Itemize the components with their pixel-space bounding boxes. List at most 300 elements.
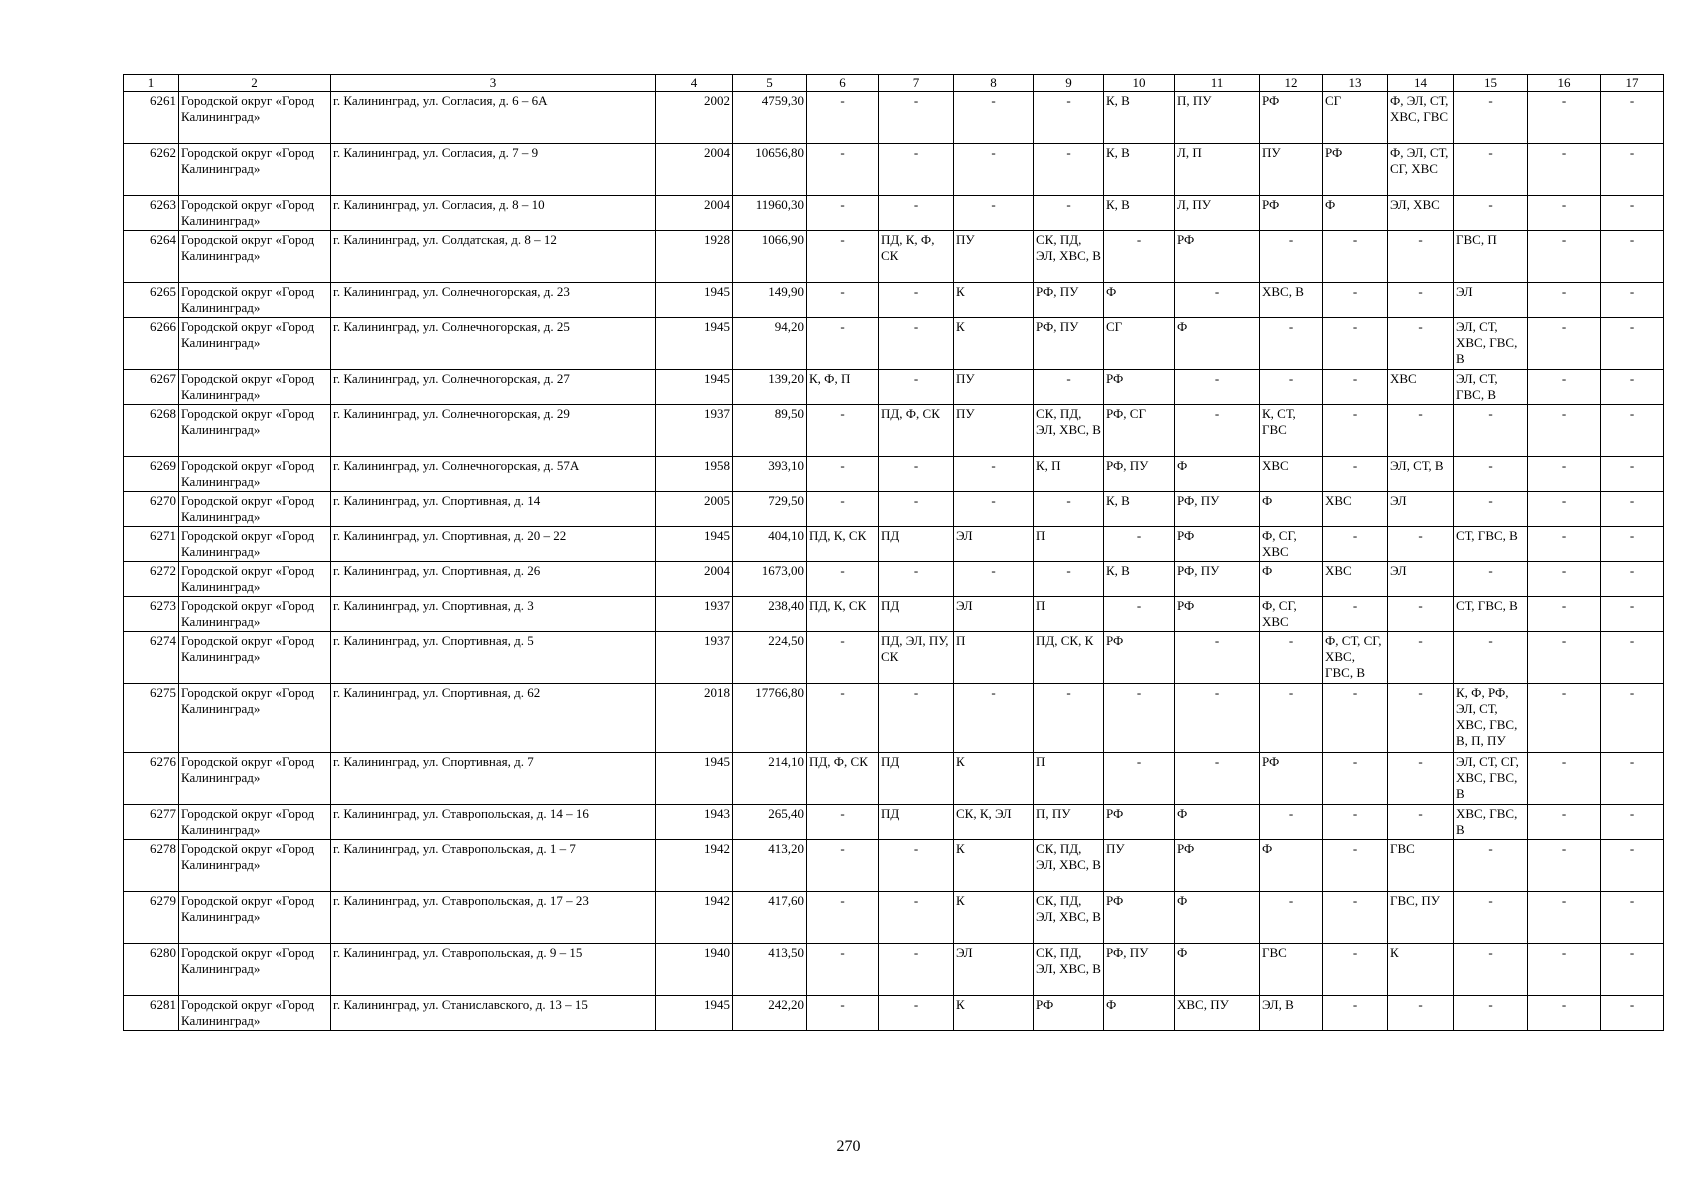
code-cell: РФ, ПУ [1175,562,1260,597]
code-cell: - [1323,996,1388,1031]
table-row [124,318,1664,370]
code-cell: - [1454,996,1528,1031]
year-cell: 1945 [656,318,733,370]
area-value-cell: 94,20 [733,318,807,370]
code-cell: Ф [1260,562,1323,597]
code-cell: - [879,684,954,753]
code-cell: - [1260,805,1323,840]
code-cell: Ф [1104,283,1175,318]
row-number-cell: 6262 [124,144,179,196]
row-number-cell: 6268 [124,405,179,457]
code-cell: - [954,92,1034,144]
year-cell: 1937 [656,597,733,632]
row-number-cell: 6261 [124,92,179,144]
code-cell: ПД, Ф, СК [807,753,879,805]
table-row [124,92,1664,144]
code-cell: - [1388,597,1454,632]
code-cell: - [1260,684,1323,753]
code-cell: - [807,684,879,753]
municipality-cell: Городской округ «Город Калининград» [179,805,331,840]
code-cell: - [1388,753,1454,805]
area-value-cell: 265,40 [733,805,807,840]
address-cell: г. Калининград, ул. Ставропольская, д. 17 – 23 [331,892,656,944]
code-cell: - [1323,840,1388,892]
page-number: 270 [836,1138,861,1155]
code-cell: ПУ [1104,840,1175,892]
code-cell: Ф, СГ, ХВС [1260,527,1323,562]
code-cell: - [1601,805,1664,840]
code-cell: - [1528,405,1601,457]
table-row [124,684,1664,753]
code-cell: ГВС [1388,840,1454,892]
code-cell: Л, ПУ [1175,196,1260,231]
registry-sheet [123,74,1663,1031]
code-cell: ПД, К, СК [807,527,879,562]
code-cell: - [1528,318,1601,370]
address-cell: г. Калининград, ул. Спортивная, д. 62 [331,684,656,753]
code-cell: ПД, К, Ф, СК [879,231,954,283]
registry-table [123,74,1664,1031]
code-cell: ГВС, ПУ [1388,892,1454,944]
code-cell: К [954,892,1034,944]
code-cell: К, В [1104,196,1175,231]
column-header: 9 [1034,75,1104,92]
code-cell: - [1323,231,1388,283]
address-cell: г. Калининград, ул. Ставропольская, д. 1 – 7 [331,840,656,892]
row-number-cell: 6273 [124,597,179,632]
code-cell: ЭЛ [1388,562,1454,597]
table-header [124,75,1664,92]
code-cell: - [807,562,879,597]
row-number-cell: 6281 [124,996,179,1031]
code-cell: СК, ПД, ЭЛ, ХВС, В [1034,892,1104,944]
code-cell: - [879,996,954,1031]
address-cell: г. Калининград, ул. Спортивная, д. 7 [331,753,656,805]
row-number-cell: 6280 [124,944,179,996]
code-cell: П, ПУ [1175,92,1260,144]
code-cell: Ф [1260,492,1323,527]
code-cell: - [1454,892,1528,944]
code-cell: Ф [1104,996,1175,1031]
row-number-cell: 6277 [124,805,179,840]
column-header: 1 [124,75,179,92]
code-cell: ПД [879,527,954,562]
address-cell: г. Калининград, ул. Солнечногорская, д. 27 [331,370,656,405]
row-number-cell: 6279 [124,892,179,944]
code-cell: - [1175,632,1260,684]
address-cell: г. Калининград, ул. Согласия, д. 8 – 10 [331,196,656,231]
code-cell: - [1601,283,1664,318]
code-cell: Ф, ЭЛ, СТ, СГ, ХВС [1388,144,1454,196]
year-cell: 1945 [656,996,733,1031]
table-row [124,597,1664,632]
code-cell: ПД [879,597,954,632]
code-cell: - [1601,527,1664,562]
municipality-cell: Городской округ «Город Калининград» [179,527,331,562]
code-cell: - [1601,196,1664,231]
code-cell: - [807,196,879,231]
code-cell: - [1104,684,1175,753]
year-cell: 1942 [656,892,733,944]
table-row [124,370,1664,405]
code-cell: РФ [1260,753,1323,805]
code-cell: - [1388,805,1454,840]
code-cell: - [954,492,1034,527]
code-cell: ПД, К, СК [807,597,879,632]
column-header: 4 [656,75,733,92]
table-row [124,283,1664,318]
code-cell: РФ [1104,370,1175,405]
code-cell: - [807,944,879,996]
code-cell: - [1323,753,1388,805]
code-cell: РФ [1175,231,1260,283]
code-cell: - [807,144,879,196]
table-row [124,527,1664,562]
municipality-cell: Городской округ «Город Калининград» [179,753,331,805]
code-cell: - [807,318,879,370]
code-cell: - [1528,753,1601,805]
code-cell: - [807,457,879,492]
code-cell: - [1528,492,1601,527]
code-cell: - [954,457,1034,492]
row-number-cell: 6272 [124,562,179,597]
code-cell: ЭЛ, СТ, ГВС, В [1454,370,1528,405]
code-cell: П [1034,527,1104,562]
code-cell: ЭЛ, СТ, СГ, ХВС, ГВС, В [1454,753,1528,805]
year-cell: 2018 [656,684,733,753]
code-cell: - [1260,370,1323,405]
code-cell: - [1034,144,1104,196]
table-row [124,144,1664,196]
code-cell: - [1454,196,1528,231]
code-cell: - [1260,231,1323,283]
row-number-cell: 6265 [124,283,179,318]
table-row [124,492,1664,527]
code-cell: - [1528,597,1601,632]
code-cell: - [807,996,879,1031]
code-cell: - [1454,144,1528,196]
year-cell: 1928 [656,231,733,283]
year-cell: 1937 [656,632,733,684]
year-cell: 1945 [656,370,733,405]
code-cell: - [1323,597,1388,632]
code-cell: П [1034,753,1104,805]
year-cell: 2002 [656,92,733,144]
code-cell: - [1528,527,1601,562]
code-cell: - [1601,892,1664,944]
area-value-cell: 17766,80 [733,684,807,753]
code-cell: К [954,840,1034,892]
code-cell: - [1034,92,1104,144]
code-cell: - [1528,944,1601,996]
code-cell: - [1528,370,1601,405]
code-cell: - [1175,753,1260,805]
table-body [124,92,1664,1031]
code-cell: ЭЛ [954,944,1034,996]
code-cell: - [1175,684,1260,753]
row-number-cell: 6271 [124,527,179,562]
address-cell: г. Калининград, ул. Солнечногорская, д. 23 [331,283,656,318]
code-cell: РФ [1323,144,1388,196]
code-cell: - [1528,562,1601,597]
code-cell: - [1034,684,1104,753]
code-cell: Ф [1260,840,1323,892]
table-row [124,196,1664,231]
code-cell: П [1034,597,1104,632]
code-cell: - [1601,562,1664,597]
code-cell: - [879,370,954,405]
code-cell: - [879,144,954,196]
column-header: 2 [179,75,331,92]
code-cell: - [954,144,1034,196]
code-cell: - [954,684,1034,753]
year-cell: 2004 [656,196,733,231]
code-cell: - [1528,684,1601,753]
municipality-cell: Городской округ «Город Калининград» [179,144,331,196]
municipality-cell: Городской округ «Город Калининград» [179,405,331,457]
code-cell: - [1323,805,1388,840]
area-value-cell: 1066,90 [733,231,807,283]
code-cell: - [1528,196,1601,231]
code-cell: ХВС, ПУ [1175,996,1260,1031]
area-value-cell: 4759,30 [733,92,807,144]
code-cell: - [1601,370,1664,405]
code-cell: - [1323,684,1388,753]
code-cell: К [954,318,1034,370]
code-cell: РФ [1260,196,1323,231]
code-cell: РФ [1104,805,1175,840]
code-cell: - [807,492,879,527]
code-cell: СГ [1323,92,1388,144]
code-cell: - [1323,457,1388,492]
code-cell: - [1104,753,1175,805]
address-cell: г. Калининград, ул. Согласия, д. 6 – 6А [331,92,656,144]
code-cell: - [807,840,879,892]
code-cell: К, В [1104,562,1175,597]
code-cell: - [807,283,879,318]
code-cell: - [1601,231,1664,283]
code-cell: Ф [1323,196,1388,231]
code-cell: - [1528,805,1601,840]
code-cell: - [1601,457,1664,492]
code-cell: - [1454,457,1528,492]
code-cell: - [879,562,954,597]
code-cell: К [954,283,1034,318]
column-header: 10 [1104,75,1175,92]
code-cell: ЭЛ, СТ, В [1388,457,1454,492]
code-cell: - [1104,231,1175,283]
code-cell: - [1601,92,1664,144]
code-cell: - [1528,457,1601,492]
code-cell: К, Ф, РФ, ЭЛ, СТ, ХВС, ГВС, В, П, ПУ [1454,684,1528,753]
code-cell: СК, ПД, ЭЛ, ХВС, В [1034,944,1104,996]
code-cell: СК, ПД, ЭЛ, ХВС, В [1034,840,1104,892]
row-number-cell: 6275 [124,684,179,753]
municipality-cell: Городской округ «Город Калининград» [179,457,331,492]
area-value-cell: 729,50 [733,492,807,527]
address-cell: г. Калининград, ул. Спортивная, д. 20 – 22 [331,527,656,562]
year-cell: 1940 [656,944,733,996]
row-number-cell: 6263 [124,196,179,231]
code-cell: - [879,944,954,996]
area-value-cell: 242,20 [733,996,807,1031]
code-cell: ПУ [1260,144,1323,196]
code-cell: ХВС, ГВС, В [1454,805,1528,840]
code-cell: - [1601,684,1664,753]
row-number-cell: 6267 [124,370,179,405]
table-row [124,753,1664,805]
code-cell: Ф [1175,805,1260,840]
address-cell: г. Калининград, ул. Спортивная, д. 3 [331,597,656,632]
row-number-cell: 6269 [124,457,179,492]
code-cell: Ф, СГ, ХВС [1260,597,1323,632]
code-cell: - [1388,684,1454,753]
code-cell: ХВС [1388,370,1454,405]
address-cell: г. Калининград, ул. Солнечногорская, д. 29 [331,405,656,457]
row-number-cell: 6278 [124,840,179,892]
code-cell: ПУ [954,405,1034,457]
area-value-cell: 224,50 [733,632,807,684]
area-value-cell: 11960,30 [733,196,807,231]
address-cell: г. Калининград, ул. Ставропольская, д. 9 – 15 [331,944,656,996]
table-row [124,405,1664,457]
column-header: 17 [1601,75,1664,92]
code-cell: РФ, ПУ [1034,318,1104,370]
code-cell: - [807,892,879,944]
area-value-cell: 413,20 [733,840,807,892]
address-cell: г. Калининград, ул. Ставропольская, д. 14 – 16 [331,805,656,840]
code-cell: - [1601,944,1664,996]
column-header: 8 [954,75,1034,92]
code-cell: - [879,492,954,527]
table-row [124,632,1664,684]
code-cell: - [879,196,954,231]
code-cell: СК, К, ЭЛ [954,805,1034,840]
code-cell: - [1034,492,1104,527]
header-row [124,75,1664,92]
code-cell: РФ [1175,527,1260,562]
address-cell: г. Калининград, ул. Станиславского, д. 13 – 15 [331,996,656,1031]
code-cell: - [1388,996,1454,1031]
code-cell: Ф, СТ, СГ, ХВС, ГВС, В [1323,632,1388,684]
code-cell: - [1454,944,1528,996]
code-cell: - [1175,405,1260,457]
municipality-cell: Городской округ «Город Калининград» [179,840,331,892]
address-cell: г. Калининград, ул. Согласия, д. 7 – 9 [331,144,656,196]
code-cell: ЭЛ, ХВС [1388,196,1454,231]
area-value-cell: 1673,00 [733,562,807,597]
code-cell: Ф [1175,457,1260,492]
row-number-cell: 6276 [124,753,179,805]
code-cell: Ф [1175,944,1260,996]
code-cell: К [1388,944,1454,996]
code-cell: ПУ [954,231,1034,283]
code-cell: ПУ [954,370,1034,405]
code-cell: ХВС [1260,457,1323,492]
code-cell: - [1454,632,1528,684]
area-value-cell: 238,40 [733,597,807,632]
code-cell: - [1454,840,1528,892]
code-cell: ЭЛ [1388,492,1454,527]
code-cell: - [807,405,879,457]
code-cell: - [879,457,954,492]
table-row [124,996,1664,1031]
code-cell: - [1388,632,1454,684]
code-cell: - [1601,318,1664,370]
column-header: 5 [733,75,807,92]
code-cell: ЭЛ, СТ, ХВС, ГВС, В [1454,318,1528,370]
code-cell: П, ПУ [1034,805,1104,840]
column-header: 16 [1528,75,1601,92]
code-cell: РФ, ПУ [1175,492,1260,527]
municipality-cell: Городской округ «Город Калининград» [179,562,331,597]
area-value-cell: 413,50 [733,944,807,996]
year-cell: 2005 [656,492,733,527]
address-cell: г. Калининград, ул. Солнечногорская, д. 25 [331,318,656,370]
address-cell: г. Калининград, ул. Солнечногорская, д. 57А [331,457,656,492]
municipality-cell: Городской округ «Город Калининград» [179,196,331,231]
code-cell: ХВС [1323,562,1388,597]
code-cell: - [1388,283,1454,318]
code-cell: СТ, ГВС, В [1454,597,1528,632]
code-cell: - [1454,92,1528,144]
column-header: 11 [1175,75,1260,92]
year-cell: 1937 [656,405,733,457]
code-cell: К, В [1104,492,1175,527]
table-row [124,944,1664,996]
address-cell: г. Калининград, ул. Спортивная, д. 5 [331,632,656,684]
code-cell: РФ, ПУ [1104,457,1175,492]
code-cell: - [1323,370,1388,405]
code-cell: ГВС, П [1454,231,1528,283]
code-cell: - [879,892,954,944]
code-cell: П [954,632,1034,684]
code-cell: ЭЛ [1454,283,1528,318]
code-cell: Ф [1175,892,1260,944]
code-cell: - [954,196,1034,231]
year-cell: 1945 [656,283,733,318]
table-row [124,840,1664,892]
code-cell: - [1260,632,1323,684]
municipality-cell: Городской округ «Город Калининград» [179,597,331,632]
code-cell: ЭЛ [954,597,1034,632]
code-cell: ПД, Ф, СК [879,405,954,457]
code-cell: - [1388,405,1454,457]
code-cell: СГ [1104,318,1175,370]
column-header: 12 [1260,75,1323,92]
table-row [124,805,1664,840]
code-cell: - [1528,996,1601,1031]
code-cell: Ф, ЭЛ, СТ, ХВС, ГВС [1388,92,1454,144]
year-cell: 2004 [656,144,733,196]
code-cell: К, В [1104,92,1175,144]
code-cell: - [807,92,879,144]
code-cell: - [1323,283,1388,318]
code-cell: ПД [879,753,954,805]
municipality-cell: Городской округ «Город Калининград» [179,492,331,527]
address-cell: г. Калининград, ул. Солдатская, д. 8 – 12 [331,231,656,283]
table-row [124,457,1664,492]
code-cell: РФ, СГ [1104,405,1175,457]
code-cell: ПД, ЭЛ, ПУ, СК [879,632,954,684]
year-cell: 2004 [656,562,733,597]
column-header: 7 [879,75,954,92]
code-cell: - [1601,405,1664,457]
code-cell: - [1601,492,1664,527]
code-cell: СТ, ГВС, В [1454,527,1528,562]
code-cell: - [1601,840,1664,892]
code-cell: - [1260,318,1323,370]
